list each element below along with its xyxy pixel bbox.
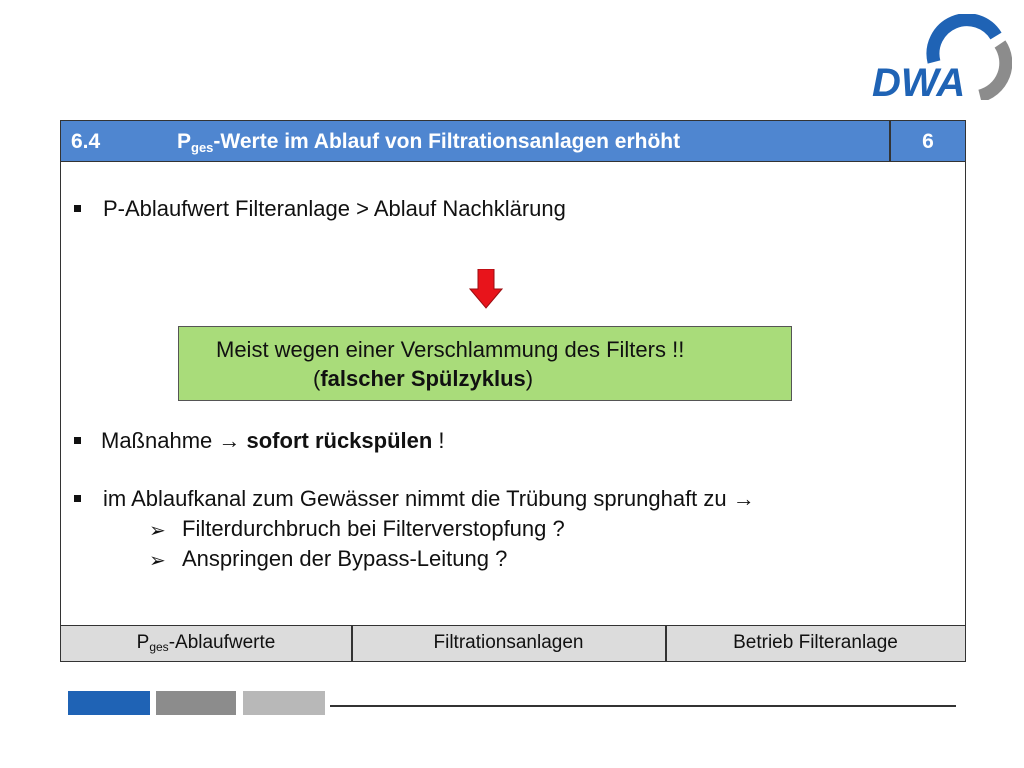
red-down-arrow-icon (469, 269, 503, 309)
footer-cell-2: Filtrationsanlagen (433, 632, 584, 653)
slide-header (61, 121, 965, 162)
decor-baseline (330, 705, 956, 707)
cause-line-2: (falscher Spülzyklus) (313, 366, 534, 391)
chevron-right-icon: ➢ (149, 550, 166, 572)
footer-cell-3: Betrieb Filteranlage (733, 632, 898, 653)
sub-item-1: Filterdurchbruch bei Filterverstopfung ? (182, 516, 565, 541)
footer-cell-1: $P_{ges}$-Ablaufwerte (136, 632, 276, 654)
bullet-2: Maßnahme → sofort rückspülen ! (101, 428, 445, 453)
bullet-3: im Ablaufkanal zum Gewässer nimmt die Trübung sprunghaft zu → (103, 486, 755, 511)
decor-bar-lightgray (243, 691, 325, 715)
cause-box (178, 326, 792, 401)
logo-text: DWA (872, 61, 966, 100)
slide-footer (61, 625, 965, 661)
decor-bar-blue (68, 691, 150, 715)
slide-title: $P_{ges}$-Werte im Ablauf von Filtrationsanlagen erhöht (177, 130, 681, 155)
cause-line-1: Meist wegen einer Verschlammung des Filters !! (216, 337, 685, 362)
sub-item-2: Anspringen der Bypass-Leitung ? (182, 546, 508, 571)
bullet-square-icon (74, 205, 81, 212)
decor-bar-gray (156, 691, 236, 715)
chevron-right-icon: ➢ (149, 520, 166, 542)
section-number: 6.4 (71, 130, 101, 153)
bullet-square-icon (74, 495, 81, 502)
slide-frame (60, 120, 966, 662)
dwa-logo (868, 14, 1012, 100)
slide-count: 6 (922, 130, 934, 153)
bullet-square-icon (74, 437, 81, 444)
bullet-1: P-Ablaufwert Filteranlage > Ablauf Nachklärung (103, 196, 566, 221)
